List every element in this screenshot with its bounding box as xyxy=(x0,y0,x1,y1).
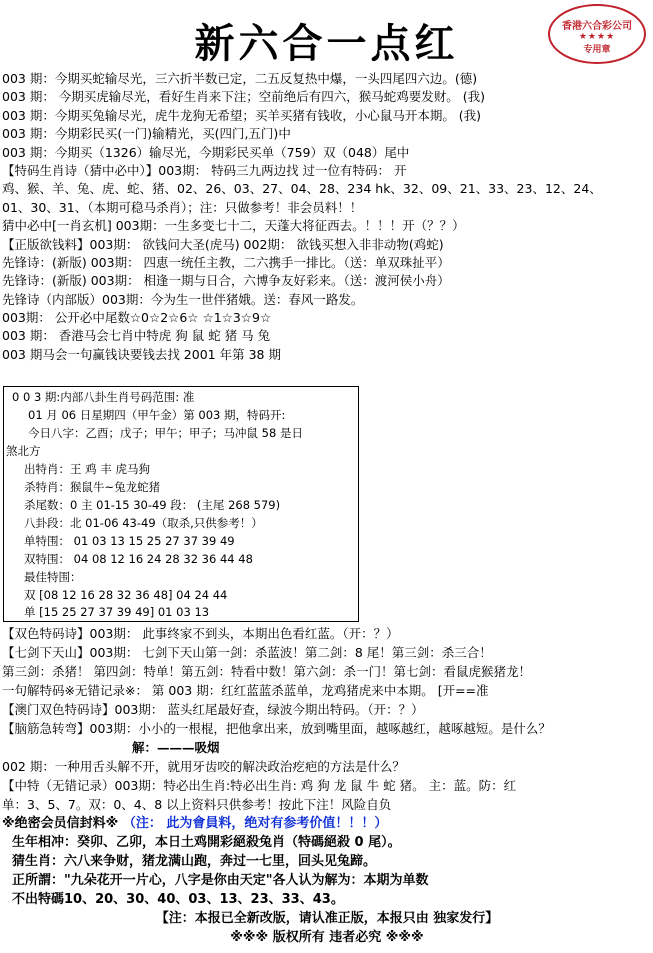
box-line: 0 0 3 期:内部八卦生肖号码范围: 准 xyxy=(12,390,195,404)
prediction-lines xyxy=(2,70,652,364)
text-line: 01、30、31、（本期可稳马杀肖）；注：只做参考！非会员料！！ xyxy=(2,199,363,215)
secret-header xyxy=(2,814,652,833)
text-line: 一句解特码※无错记录※： 第 003 期：红红蓝蓝杀蓝单，龙鸡猪虎来中本期。 [开==准 xyxy=(2,683,489,698)
riddle-answer: 解：———吸烟 xyxy=(132,740,220,755)
page-title: 新六合一点红 xyxy=(194,20,459,67)
text-line: 【中特（无错记录）003期：特必出生肖:特必出生肖: 鸡 狗 龙 鼠 牛 蛇 猪。 主：蓝。防：红 xyxy=(2,778,517,793)
text-line: 先锋诗：(新版) 003期： 四恵一统任主教，二六携手一排比。（送：单双珠扯平） xyxy=(2,254,450,270)
text-line: 先锋诗（内部版）003期：今为生一世伴猪娥。送：春风一路发。 xyxy=(2,291,364,307)
bold-line: 不出特碼10、20、30、40、03、13、23、33、43。 xyxy=(12,892,344,907)
box-line: 双 [08 12 16 28 32 36 48] 04 24 44 xyxy=(24,588,228,602)
text-line: 【澳门双色特码诗】003期： 蓝头红尾最好查，绿波今期出特码。（开：？） xyxy=(2,702,424,717)
seal-bottom-text: 专用章 xyxy=(583,45,611,55)
bold-line: 猜生肖：六八来争财，猪龙满山跑，奔过一七里，回头见兔蹄。 xyxy=(12,854,377,869)
box-line: 01 月 06 日星期四（甲午金）第 003 期，特码开: xyxy=(28,408,286,422)
footer-note: 【注：本报已全新改版，请认准正版，本报只由 独家发行】 xyxy=(155,911,499,926)
seal-top-text: 香港六合彩公司 xyxy=(562,21,632,32)
text-line: 【双色特码诗】003期： 此事终家不到头，本期出色看红蓝。（开：？） xyxy=(2,626,399,641)
box-line: 双特围： 04 08 12 16 24 28 32 36 44 48 xyxy=(24,552,253,566)
text-line: 002 期：一种用舌头解不开，就用牙齿咬的解决政治疙疤的方法是什么？ xyxy=(2,759,405,774)
text-line: 【脑筋急转弯】003期：小小的一根棍，把他拿出来，放到嘴里面，越啄越红，越啄越短。是什么？ xyxy=(2,721,551,736)
lower-section xyxy=(2,624,652,947)
secret-note: （注： 此为會員料，绝对有参考价值！！！） xyxy=(122,816,388,831)
text-line: 【七剑下天山】003期： 七剑下天山第一剑：杀蓝波！第二剑：8 尾！第三剑：杀三合！ xyxy=(2,645,492,660)
text-line: 【正版欲钱料】003期： 欲钱问大圣(虎马) 002期： 欲钱买想入非非动物(鸡蛇) xyxy=(2,236,444,252)
text-line: 003 期：今期买（1326）输尽光，今期彩民买单（759）双（048）尾中 xyxy=(2,144,410,160)
text-line: 003 期： 香港马会七肖中特虎 狗 鼠 蛇 猪 马 兔 xyxy=(2,328,271,344)
copyright: ※※※ 版权所有 违者必究 ※※※ xyxy=(230,930,424,945)
secret-label: ※绝密会员信封料※ xyxy=(2,816,119,831)
box-line: 八卦段：北 01-06 43-49（取杀,只供参考！） xyxy=(24,516,263,530)
bold-line: 正所謂："九朵花开一片心，八字是你由天定"各人认为解为：本期为单数 xyxy=(12,873,429,888)
company-seal xyxy=(548,4,646,64)
text-line: 单：3、5、7。双：0、4、8 以上资料只供参考！按此下注！风险自负 xyxy=(2,797,392,812)
text-line: 003 期：今期买兔输尽光，虎牛龙狗无希望；买羊买猪有钱收，小心鼠马开本期。 (我) xyxy=(2,107,482,123)
text-line: 003期： 公开必中尾数☆0☆2☆6☆ ☆1☆3☆9☆ xyxy=(2,310,272,326)
text-line: 003 期：今期买蛇输尽光，三六折半数已定，二五反复热中爆，一头四尾四六边。(德) xyxy=(2,71,478,86)
text-line: 003 期马会一句赢钱诀要钱去找 2001 年第 38 期 xyxy=(2,346,281,362)
box-line: 煞北方 xyxy=(6,444,41,458)
box-line: 今日八字：乙酉；戊子；甲午；甲子；马冲鼠 58 是日 xyxy=(28,426,303,440)
bagua-info-box xyxy=(3,386,359,622)
box-line: 出特肖：王 鸡 丰 虎马狗 xyxy=(24,462,150,476)
text-line: 猜中必中[一肖玄机] 003期：一生多变七十二，天蓬大将征西去。！！！开（？？） xyxy=(2,218,465,234)
text-line: 先锋诗：(新版) 003期： 相逢一期与日合，六博争友好彩来。（送：渡河侯小舟） xyxy=(2,273,450,289)
box-line: 杀特肖：猴鼠牛~兔龙蛇猪 xyxy=(24,480,161,494)
text-line: 鸡、猴、羊、兔、虎、蛇、猪、02、26、03、27、04、28、234 hk、32、09、21、33、23、12、24、 xyxy=(2,181,602,197)
box-line: 杀尾数：0 主 01-15 30-49 段： (主尾 268 579) xyxy=(24,498,281,512)
box-line: 最佳特围： xyxy=(24,570,82,584)
box-line: 单特围： 01 03 13 15 25 27 37 39 49 xyxy=(24,534,235,548)
bold-line: 生年相冲：癸卯、乙卯，本日土鸡開彩絕殺兔肖（特碼絕殺 0 尾）。 xyxy=(12,835,401,850)
text-line: 003 期：今期彩民买(一门)输精光，买(四门,五门)中 xyxy=(2,126,291,142)
seal-stars: ★★★★ xyxy=(578,32,616,42)
text-line: 【特码生肖诗（猜中必中）】003期： 特码三九两边找 过一位有特码： 开 xyxy=(2,162,407,178)
text-line: 第三剑：杀猪！ 第四剑：特单！第五剑：特看中数！第六剑：杀一门！第七剑：看鼠虎猴猪龙！ xyxy=(2,664,531,679)
text-line: 003 期： 今期买虎输尽光，看好生肖来下注；空前绝后有四六，猴马蛇鸡要发财。 (我) xyxy=(2,89,486,105)
box-line: 单 [15 25 27 37 39 49] 01 03 13 xyxy=(24,605,210,619)
